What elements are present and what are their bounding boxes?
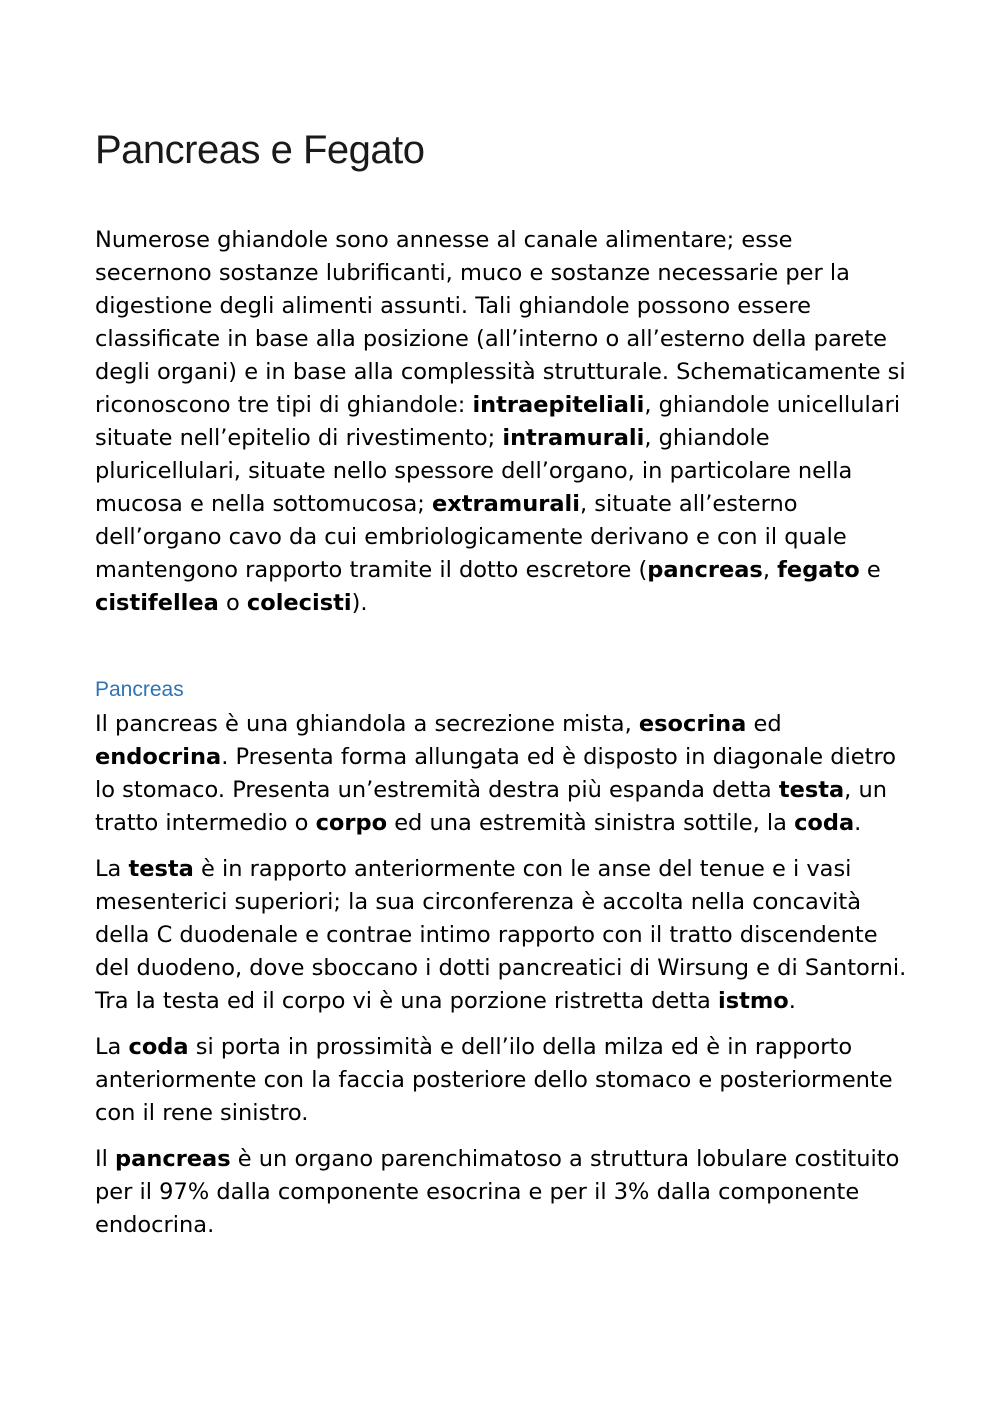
text-run: . Presenta forma allungata ed è disposto in diagonale dietro lo stomaco. Presenta un’estremità destra più espanda detta xyxy=(95,744,896,803)
bold-term: pancreas xyxy=(115,1146,231,1172)
text-run: Numerose ghiandole sono annesse al canale alimentare; esse secernono sostanze lubrificanti, muco e sostanze necessarie per la digestione degli alimenti assunti. Tali ghiandole possono essere classificate in base alla posizione (all’interno o all’esterno della parete degli organi) e in base alla complessità strutturale. Schematicamente si riconoscono tre tipi di ghiandole: xyxy=(95,227,906,418)
text-run: . xyxy=(854,810,862,836)
text-run: , ghiandole unicellulari situate nell’epitelio di rivestimento; xyxy=(95,392,901,451)
bold-term: colecisti xyxy=(246,590,352,616)
bold-term: cistifellea xyxy=(95,590,219,616)
intro-paragraph xyxy=(95,224,915,620)
bold-term: istmo xyxy=(717,988,789,1014)
bold-term: pancreas xyxy=(647,557,763,583)
bold-term: testa xyxy=(128,856,194,882)
pancreas-paragraph-2 xyxy=(95,853,915,1018)
text-run: ). xyxy=(351,590,368,616)
text-run: , xyxy=(762,557,778,583)
bold-term: esocrina xyxy=(638,711,747,737)
text-run: è in rapporto anteriormente con le anse del tenue e i vasi mesenterici superiori; la sua circonferenza è accolta nella concavità della C duodenale e contrae intimo rapporto con il tratto discendente del duodeno, dove sboccano i dotti pancreatici di Wirsung e di Santorni. Tra la testa ed il corpo vi è una porzione ristretta detta xyxy=(95,856,907,1014)
bold-term: coda xyxy=(128,1034,189,1060)
bold-term: fegato xyxy=(777,557,860,583)
bold-term: coda xyxy=(794,810,855,836)
bold-term: intraepiteliali xyxy=(472,392,645,418)
text-run: . xyxy=(788,988,796,1014)
text-run: Il xyxy=(95,1146,116,1172)
bold-term: extramurali xyxy=(431,491,580,517)
text-run: ed xyxy=(746,711,782,737)
page-title: Pancreas e Fegato xyxy=(95,128,425,172)
text-run: La xyxy=(95,856,129,882)
bold-term: intramurali xyxy=(502,425,645,451)
text-run: ed una estremità sinistra sottile, la xyxy=(387,810,795,836)
text-run: , situate all’esterno dell’organo cavo da cui embriologicamente derivano e con il quale mantengono rapporto tramite il dotto escretore ( xyxy=(95,491,847,583)
bold-term: endocrina xyxy=(95,744,222,770)
pancreas-paragraph-1 xyxy=(95,708,915,840)
text-run: è un organo parenchimatoso a struttura lobulare costituito per il 97% dalla componente esocrina e per il 3% dalla componente endocrina. xyxy=(95,1146,900,1238)
pancreas-paragraph-3 xyxy=(95,1031,915,1130)
bold-term: testa xyxy=(778,777,845,803)
bold-term: corpo xyxy=(315,810,388,836)
text-run: , un tratto intermedio o xyxy=(95,777,887,836)
text-run: si porta in prossimità e dell’ilo della milza ed è in rapporto anteriormente con la faccia posteriore dello stomaco e posteriormente con il rene sinistro. xyxy=(95,1034,893,1126)
text-run: , ghiandole pluricellulari, situate nello spessore dell’organo, in particolare nella mucosa e nella sottomucosa; xyxy=(95,425,853,517)
pancreas-paragraph-4 xyxy=(95,1143,915,1242)
section-heading-pancreas: Pancreas xyxy=(95,678,184,701)
text-run: Il pancreas è una ghiandola a secrezione mista, xyxy=(95,711,639,737)
pancreas-section-body xyxy=(95,708,915,1255)
text-run: La xyxy=(95,1034,129,1060)
text-run: o xyxy=(218,590,247,616)
text-run: e xyxy=(859,557,881,583)
